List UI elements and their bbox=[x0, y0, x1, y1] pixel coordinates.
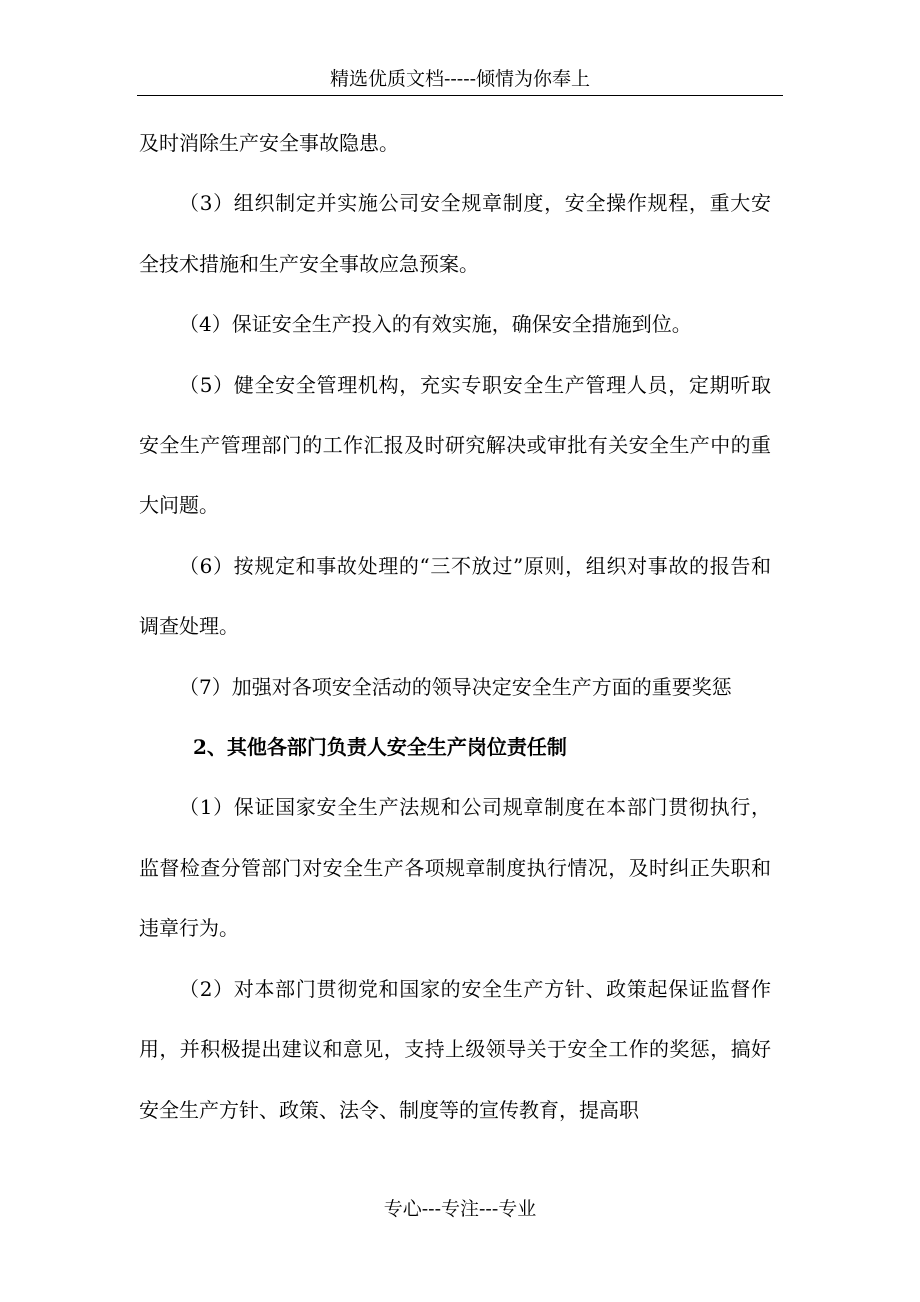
page-header: 精选优质文档-----倾情为你奉上 bbox=[329, 68, 591, 90]
paragraph-item-3: （3）组织制定并实施公司安全规章制度，安全操作规程，重大安全技术措施和生产安全事故应急预案。 bbox=[139, 191, 771, 276]
section-heading: 2、其他各部门负责人安全生产岗位责任制 bbox=[193, 735, 567, 760]
document-body bbox=[139, 113, 771, 1140]
paragraph-item-5: （5）健全安全管理机构，充实专职安全生产管理人员，定期听取安全生产管理部门的工作汇报及时研究解决或审批有关安全生产中的重大问题。 bbox=[139, 372, 771, 518]
page-footer: 专心---专注---专业 bbox=[383, 1198, 537, 1220]
paragraph-item-4: （4）保证安全生产投入的有效实施，确保安全措施到位。 bbox=[179, 312, 692, 337]
paragraph-section2-item-1: （1）保证国家安全生产法规和公司规章制度在本部门贯彻执行，监督检查分管部门对安全生产各项规章制度执行情况，及时纠正失职和违章行为。 bbox=[139, 795, 771, 941]
paragraph-item-7: （7）加强对各项安全活动的领导决定安全生产方面的重要奖惩 bbox=[179, 674, 732, 699]
paragraph-section2-item-2: （2）对本部门贯彻党和国家的安全生产方针、政策起保证监督作用，并积极提出建议和意见，支持上级领导关于安全工作的奖惩，搞好安全生产方针、政策、法令、制度等的宣传教育，提高职 bbox=[139, 976, 771, 1122]
header-divider bbox=[137, 95, 783, 96]
paragraph-item-6: （6）按规定和事故处理的“三不放过”原则，组织对事故的报告和调查处理。 bbox=[139, 553, 771, 639]
paragraph-continuation: 及时消除生产安全事故隐患。 bbox=[139, 131, 399, 155]
